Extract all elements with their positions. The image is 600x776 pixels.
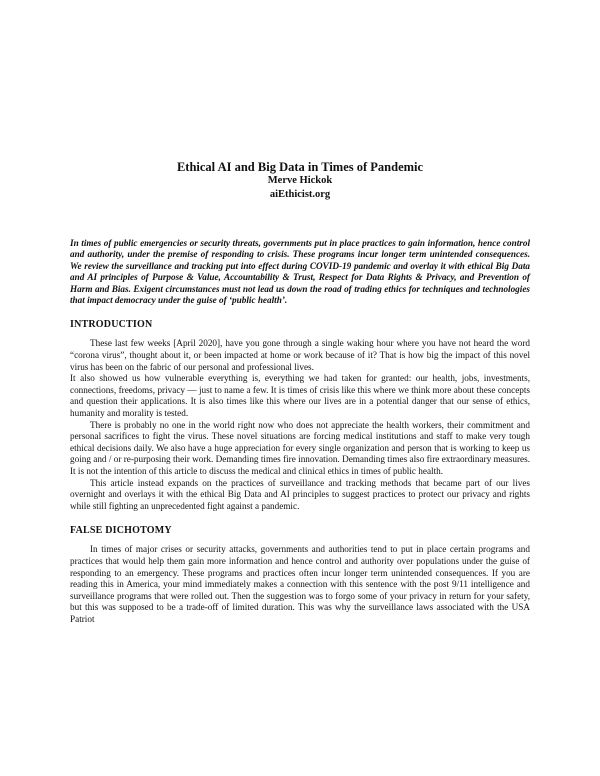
author-site: aiEthicist.org [269,189,331,200]
intro-paragraph-2: It also showed us how vulnerable everything is, everything we had taken for granted: our health, jobs, investments, connections, freedoms, privacy — just to name a few. It is times of crisis like this where we think more about these concepts and question their applications. It is also times like this where our lives are in a potential danger that our sense of ethics, humanity and morality is tested. [70,373,530,418]
author-name: Merve Hickok [267,175,333,186]
intro-paragraph-1: These last few weeks [April 2020], have you gone through a single waking hour where you have not heard the word “corona virus”, thought about it, or been impacted at home or work because of it? That is how big the impact of this novel virus has been on the fabric of our personal and professional lives. [70,338,530,372]
section-heading-false-dichotomy: FALSE DICHOTOMY [70,525,172,537]
false-dichotomy-paragraph-1: In times of major crises or security attacks, governments and authorities tend to put in place certain programs and practices that would help them gain more information and hence control and authority over populations under the guise of responding to an emergency. These programs and practices often incur longer term unintended consequences. If you are reading this in America, your mind immediately makes a connection with this sentence with the post 9/11 intelligence and surveillance programs that were rolled out. Then the suggestion was to forgo some of your privacy in return for your safety, but this was supposed to be a trade-off of limited duration. This was why the surveillance laws associated with the USA Patriot [70,544,530,624]
abstract: In times of public emergencies or security threats, governments put in place practices to gain information, hence control and authority, under the premise of responding to crisis. These programs incur longer term unintended consequences. We review the surveillance and tracking put into effect during COVID-19 pandemic and overlay it with ethical Big Data and AI principles of Purpose & Value, Accountability & Trust, Respect for Data Rights & Privacy, and Prevention of Harm and Bias. Exigent circumstances must not lead us down the road of trading ethics for techniques and technologies that impact democracy under the guise of ‘public health’. [70,238,530,306]
title-block [70,160,530,202]
section-heading-introduction: INTRODUCTION [70,319,153,331]
intro-paragraph-4: This article instead expands on the practices of surveillance and tracking methods that became part of our lives overnight and overlays it with the ethical Big Data and AI principles to suggest practices to protect our privacy and rights while still fighting an unprecedented fight against a pandemic. [70,477,530,511]
paper-title: Ethical AI and Big Data in Times of Pandemic [176,160,424,174]
document-page [70,160,530,626]
intro-paragraph-3: There is probably no one in the world right now who does not appreciate the health workers, their commitment and personal sacrifices to fight the virus. These novel situations are forcing medical institutions and staff to make very tough ethical decisions daily. We also have a huge appreciation for every single organization and person that is working to keep us going and / or re-purposing their work. Demanding times fire innovation. Demanding times also fire extraordinary measures. It is not the intention of this article to discuss the medical and clinical ethics in times of public health. [70,419,530,476]
